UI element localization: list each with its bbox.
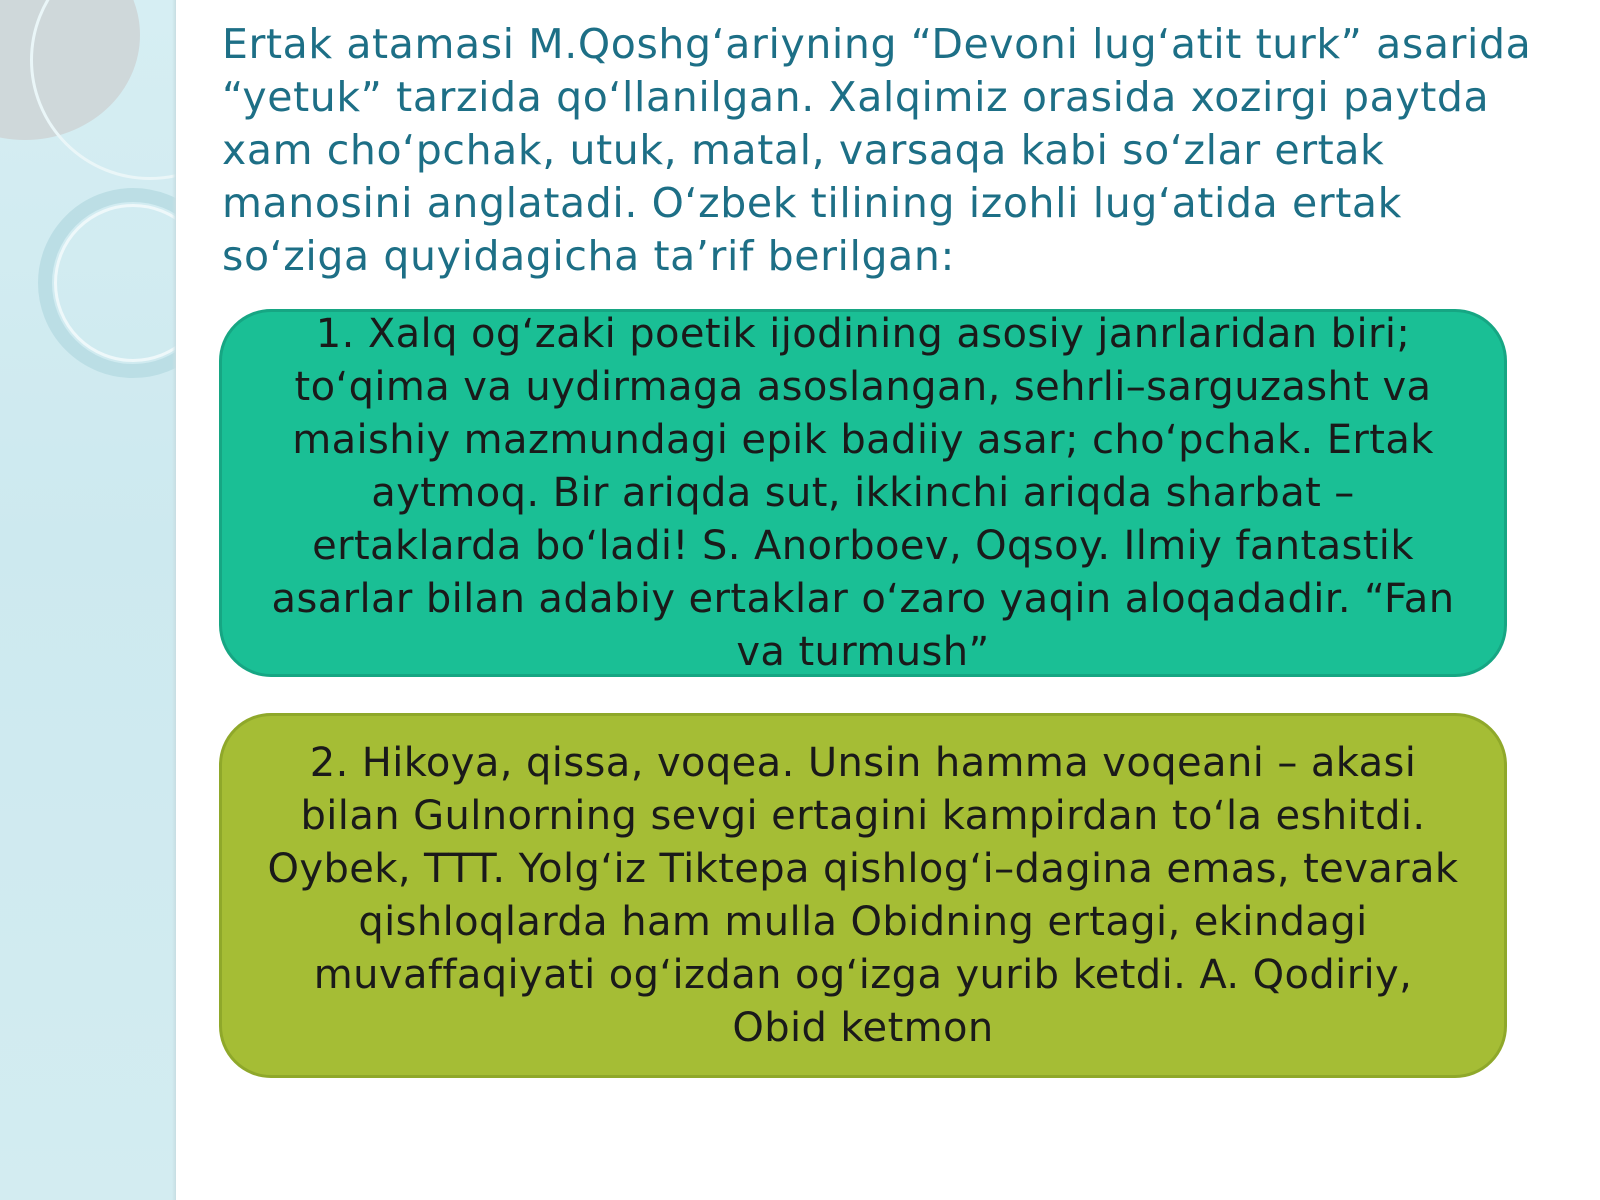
definition-text-2: 2. Hikoya, qissa, voqea. Unsin hamma voqeani – akasi bilan Gulnorning sevgi ertagini kampirdan to‘la eshitdi. Oybek, TTT. Yolg‘iz Tiktepa qishlog‘i–dagina emas, tevarak qishloqlarda ham mulla Obidning ertagi, ekindagi muvaffaqiyati og‘izdan og‘izga yurib ketdi. A. Qodiriy, Obid ketmon <box>267 739 1459 1051</box>
intro-paragraph: Ertak atamasi M.Qoshg‘ariyning “Devoni lug‘atit turk” asarida “yetuk” tarzida qo‘llanilgan. Xalqimiz orasida xozirgi paytda xam cho‘pchak, utuk, matal, varsaqa kabi so‘zlar ertak manosini anglatadi. O‘zbek tilining izohli lug‘atida ertak so‘ziga quyidagicha ta’rif berilgan: <box>222 20 1532 280</box>
definition-text-1: 1. Xalq og‘zaki poetik ijodining asosiy janrlaridan biri; to‘qima va uydirmaga asoslangan, sehrli–sarguzasht va maishiy mazmundagi epik badiiy asar; cho‘pchak. Ertak aytmoq. Bir ariqda sut, ikkinchi ariqda sharbat – ertaklarda bo‘ladi! S. Anorboev, Oqsoy. Ilmiy fantastik asarlar bilan adabiy ertaklar o‘zaro yaqin aloqadadir. “Fan va turmush” <box>271 310 1455 675</box>
definition-box-1 <box>219 309 1507 677</box>
definition-box-2 <box>219 713 1507 1078</box>
decorative-side-panel <box>0 0 176 1200</box>
decorative-ring <box>30 0 176 180</box>
